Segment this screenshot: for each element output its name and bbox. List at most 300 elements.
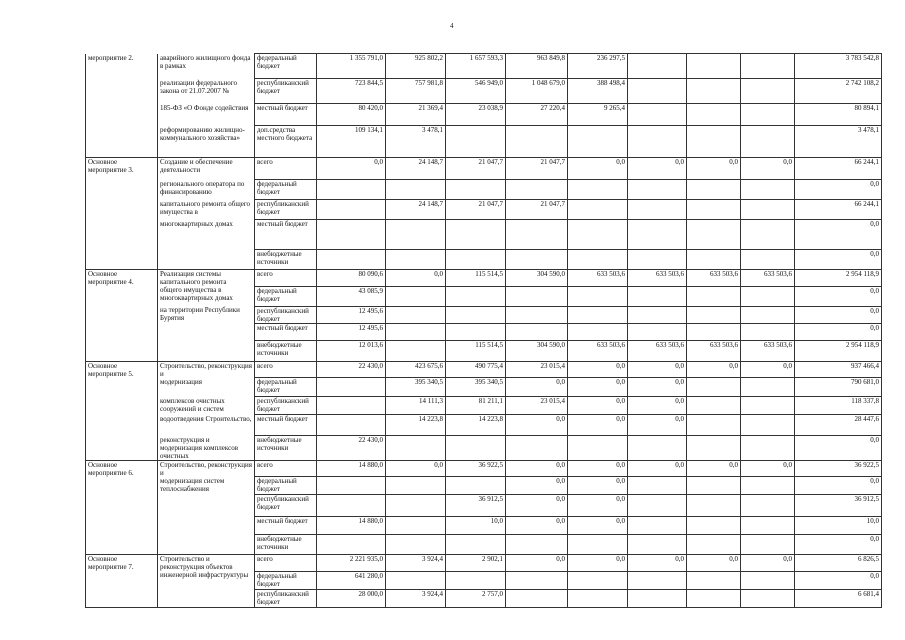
amount-cell: 2 742 108,2 (795, 79, 882, 104)
amount-cell: 0,0 (506, 555, 568, 572)
table-row (86, 323, 882, 340)
amount-cell: 0,0 (568, 555, 628, 572)
amount-cell (386, 436, 446, 461)
funding-source-cell: внебюджетные источники (255, 535, 317, 555)
amount-cell: 236 297,5 (568, 54, 628, 79)
amount-cell (687, 378, 741, 397)
amount-cell: 14 111,3 (386, 397, 446, 415)
event-name-cell (86, 495, 158, 517)
amount-cell (687, 306, 741, 323)
amount-cell (446, 126, 506, 158)
amount-cell (628, 589, 687, 607)
amount-cell (628, 477, 687, 495)
table-row (86, 589, 882, 607)
amount-cell: 0,0 (506, 517, 568, 535)
amount-cell (446, 180, 506, 200)
amount-cell (568, 589, 628, 607)
amount-cell (687, 323, 741, 340)
amount-cell: 963 849,8 (506, 54, 568, 79)
amount-cell (741, 535, 795, 555)
amount-cell (568, 126, 628, 158)
amount-cell: 115 514,5 (446, 270, 506, 287)
amount-cell (568, 200, 628, 220)
amount-cell: 14 880,0 (317, 460, 386, 477)
amount-cell (741, 306, 795, 323)
amount-cell (741, 250, 795, 270)
amount-cell: 21 047,7 (506, 158, 568, 180)
amount-cell (741, 126, 795, 158)
amount-cell: 23 038,9 (446, 104, 506, 126)
amount-cell (446, 571, 506, 589)
amount-cell (446, 220, 506, 250)
table-row (86, 104, 882, 126)
event-name-cell (86, 323, 158, 340)
amount-cell (741, 54, 795, 79)
amount-cell (317, 180, 386, 200)
amount-cell: 0,0 (317, 158, 386, 180)
funding-source-cell: республиканский бюджет (255, 306, 317, 323)
amount-cell: 14 223,8 (446, 415, 506, 436)
amount-cell (386, 180, 446, 200)
amount-cell: 395 340,5 (446, 378, 506, 397)
funding-source-cell: внебюджетные источники (255, 250, 317, 270)
amount-cell: 0,0 (506, 460, 568, 477)
amount-cell (741, 436, 795, 461)
table-row (86, 286, 882, 306)
amount-cell: 757 981,8 (386, 79, 446, 104)
amount-cell: 641 280,0 (317, 571, 386, 589)
amount-cell (386, 250, 446, 270)
amount-cell: 22 430,0 (317, 436, 386, 461)
amount-cell (506, 436, 568, 461)
amount-cell: 3 924,4 (386, 589, 446, 607)
amount-cell: 0,0 (568, 415, 628, 436)
amount-cell (687, 495, 741, 517)
funding-source-cell: федеральный бюджет (255, 180, 317, 200)
amount-cell (317, 220, 386, 250)
amount-cell: 2 954 118,9 (795, 270, 882, 287)
table-row (86, 535, 882, 555)
amount-cell (628, 220, 687, 250)
amount-cell (687, 54, 741, 79)
table-row (86, 378, 882, 397)
amount-cell: 66 244,1 (795, 158, 882, 180)
amount-cell: 14 223,8 (386, 415, 446, 436)
amount-cell: 36 922,5 (446, 460, 506, 477)
amount-cell: 80 420,0 (317, 104, 386, 126)
event-name-cell (86, 250, 158, 270)
event-description-cell: 185-ФЗ «О Фонде содействия (158, 104, 255, 126)
amount-cell (628, 436, 687, 461)
amount-cell: 0,0 (741, 158, 795, 180)
table-row (86, 158, 882, 180)
amount-cell: 0,0 (628, 555, 687, 572)
amount-cell (628, 517, 687, 535)
amount-cell (568, 220, 628, 250)
event-name-cell (86, 286, 158, 306)
amount-cell: 0,0 (506, 495, 568, 517)
event-description-cell: Строительство, реконструкция и (158, 460, 255, 477)
table-row (86, 517, 882, 535)
amount-cell (687, 286, 741, 306)
amount-cell: 6 826,5 (795, 555, 882, 572)
event-name-cell: мероприятие 2. (86, 54, 158, 79)
event-description-cell: комплексов очистных сооружений и систем (158, 397, 255, 415)
table-row (86, 126, 882, 158)
amount-cell (568, 306, 628, 323)
table-row (86, 250, 882, 270)
amount-cell (386, 323, 446, 340)
amount-cell: 633 503,6 (628, 340, 687, 361)
table-row (86, 180, 882, 200)
table-row (86, 571, 882, 589)
event-name-cell (86, 200, 158, 220)
amount-cell (386, 477, 446, 495)
table-row (86, 79, 882, 104)
amount-cell (741, 323, 795, 340)
amount-cell: 633 503,6 (687, 340, 741, 361)
amount-cell: 12 495,6 (317, 306, 386, 323)
amount-cell: 23 015,4 (506, 397, 568, 415)
amount-cell (628, 495, 687, 517)
amount-cell (687, 477, 741, 495)
table-row (86, 477, 882, 495)
amount-cell: 0,0 (795, 286, 882, 306)
funding-source-cell: республиканский бюджет (255, 589, 317, 607)
event-name-cell (86, 535, 158, 555)
amount-cell: 633 503,6 (741, 340, 795, 361)
funding-source-cell: всего (255, 361, 317, 378)
amount-cell: 937 466,4 (795, 361, 882, 378)
amount-cell (317, 397, 386, 415)
amount-cell: 633 503,6 (741, 270, 795, 287)
amount-cell (741, 477, 795, 495)
amount-cell: 12 013,6 (317, 340, 386, 361)
budget-table-body (86, 54, 882, 608)
amount-cell: 0,0 (795, 180, 882, 200)
table-row (86, 220, 882, 250)
amount-cell: 81 211,1 (446, 397, 506, 415)
amount-cell (506, 286, 568, 306)
funding-source-cell: местный бюджет (255, 415, 317, 436)
event-description-cell: модернизация систем теплоснабжения (158, 477, 255, 495)
amount-cell: 28 000,0 (317, 589, 386, 607)
amount-cell (317, 200, 386, 220)
amount-cell (386, 340, 446, 361)
amount-cell: 22 430,0 (317, 361, 386, 378)
event-description-cell (158, 517, 255, 535)
table-row (86, 361, 882, 378)
amount-cell: 633 503,6 (568, 270, 628, 287)
table-row (86, 54, 882, 79)
funding-source-cell: всего (255, 460, 317, 477)
funding-source-cell: местный бюджет (255, 220, 317, 250)
amount-cell (446, 535, 506, 555)
amount-cell (741, 180, 795, 200)
amount-cell (568, 180, 628, 200)
amount-cell: 36 922,5 (795, 460, 882, 477)
amount-cell (687, 517, 741, 535)
amount-cell: 3 783 542,8 (795, 54, 882, 79)
budget-table (85, 53, 882, 608)
amount-cell: 9 265,4 (568, 104, 628, 126)
amount-cell (446, 306, 506, 323)
table-row (86, 555, 882, 572)
funding-source-cell: всего (255, 270, 317, 287)
amount-cell: 21 369,4 (386, 104, 446, 126)
amount-cell (506, 535, 568, 555)
table-row (86, 460, 882, 477)
amount-cell: 36 912,5 (795, 495, 882, 517)
event-description-cell: регионального оператора по финансированию (158, 180, 255, 200)
amount-cell: 0,0 (568, 397, 628, 415)
amount-cell: 0,0 (628, 460, 687, 477)
amount-cell (628, 286, 687, 306)
event-name-cell: Основное мероприятие 6. (86, 460, 158, 477)
amount-cell (628, 200, 687, 220)
amount-cell (687, 436, 741, 461)
amount-cell: 633 503,6 (568, 340, 628, 361)
amount-cell (506, 323, 568, 340)
amount-cell (568, 436, 628, 461)
table-row (86, 200, 882, 220)
amount-cell (506, 126, 568, 158)
amount-cell: 66 244,1 (795, 200, 882, 220)
event-name-cell: Основное мероприятие 7. (86, 555, 158, 572)
funding-source-cell: федеральный бюджет (255, 378, 317, 397)
funding-source-cell: всего (255, 555, 317, 572)
funding-source-cell: федеральный бюджет (255, 286, 317, 306)
amount-cell: 388 498,4 (568, 79, 628, 104)
amount-cell (506, 306, 568, 323)
table-row (86, 495, 882, 517)
amount-cell: 36 912,5 (446, 495, 506, 517)
amount-cell: 925 802,2 (386, 54, 446, 79)
amount-cell (446, 323, 506, 340)
funding-source-cell: внебюджетные источники (255, 436, 317, 461)
table-row (86, 415, 882, 436)
event-name-cell (86, 126, 158, 158)
amount-cell: 0,0 (687, 158, 741, 180)
amount-cell: 12 495,6 (317, 323, 386, 340)
amount-cell: 304 590,0 (506, 340, 568, 361)
amount-cell (317, 415, 386, 436)
amount-cell: 3 478,1 (795, 126, 882, 158)
event-description-cell: реформированию жилищно-коммунального хозяйства» (158, 126, 255, 158)
amount-cell: 80 894,1 (795, 104, 882, 126)
amount-cell (317, 495, 386, 517)
amount-cell (687, 104, 741, 126)
amount-cell: 723 844,5 (317, 79, 386, 104)
amount-cell: 0,0 (506, 378, 568, 397)
amount-cell: 0,0 (795, 220, 882, 250)
amount-cell (687, 200, 741, 220)
amount-cell (687, 571, 741, 589)
event-name-cell (86, 104, 158, 126)
amount-cell: 0,0 (687, 460, 741, 477)
event-description-cell: общего имущества в многоквартирных домах (158, 286, 255, 306)
amount-cell (741, 79, 795, 104)
amount-cell (628, 571, 687, 589)
event-description-cell (158, 495, 255, 517)
amount-cell: 0,0 (795, 436, 882, 461)
amount-cell (628, 104, 687, 126)
amount-cell: 0,0 (741, 460, 795, 477)
amount-cell (446, 477, 506, 495)
event-description-cell: Строительство и реконструкция объектов (158, 555, 255, 572)
amount-cell: 21 047,7 (446, 200, 506, 220)
amount-cell: 3 478,1 (386, 126, 446, 158)
amount-cell (741, 286, 795, 306)
funding-source-cell: республиканский бюджет (255, 200, 317, 220)
amount-cell: 490 775,4 (446, 361, 506, 378)
amount-cell: 2 757,0 (446, 589, 506, 607)
amount-cell (386, 306, 446, 323)
amount-cell: 2 902,1 (446, 555, 506, 572)
amount-cell (506, 589, 568, 607)
amount-cell (446, 436, 506, 461)
amount-cell (568, 571, 628, 589)
amount-cell (506, 250, 568, 270)
amount-cell: 395 340,5 (386, 378, 446, 397)
amount-cell: 109 134,1 (317, 126, 386, 158)
amount-cell: 0,0 (568, 460, 628, 477)
funding-source-cell: местный бюджет (255, 323, 317, 340)
amount-cell: 0,0 (568, 517, 628, 535)
amount-cell (741, 220, 795, 250)
amount-cell: 43 085,9 (317, 286, 386, 306)
amount-cell (386, 495, 446, 517)
amount-cell: 1 657 593,3 (446, 54, 506, 79)
amount-cell (741, 104, 795, 126)
funding-source-cell: местный бюджет (255, 104, 317, 126)
amount-cell (628, 126, 687, 158)
amount-cell: 23 015,4 (506, 361, 568, 378)
event-description-cell: Строительство, реконструкция и (158, 361, 255, 378)
amount-cell (506, 180, 568, 200)
amount-cell: 80 090,6 (317, 270, 386, 287)
event-name-cell: Основное мероприятие 4. (86, 270, 158, 287)
amount-cell: 118 337,8 (795, 397, 882, 415)
amount-cell (687, 180, 741, 200)
event-name-cell: Основное мероприятие 5. (86, 361, 158, 378)
amount-cell (386, 535, 446, 555)
amount-cell: 0,0 (628, 397, 687, 415)
amount-cell: 10,0 (446, 517, 506, 535)
funding-source-cell: республиканский бюджет (255, 495, 317, 517)
event-name-cell: Основное мероприятие 3. (86, 158, 158, 180)
amount-cell (386, 571, 446, 589)
amount-cell (386, 517, 446, 535)
amount-cell (568, 250, 628, 270)
event-description-cell: водоотведения Строительство, (158, 415, 255, 436)
event-name-cell (86, 340, 158, 361)
amount-cell: 0,0 (568, 361, 628, 378)
amount-cell: 304 590,0 (506, 270, 568, 287)
amount-cell: 14 880,0 (317, 517, 386, 535)
amount-cell (628, 180, 687, 200)
amount-cell (687, 250, 741, 270)
amount-cell (628, 306, 687, 323)
amount-cell: 0,0 (687, 361, 741, 378)
amount-cell: 2 221 935,0 (317, 555, 386, 572)
amount-cell: 1 355 791,0 (317, 54, 386, 79)
table-row (86, 436, 882, 461)
event-description-cell: капитального ремонта общего имущества в (158, 200, 255, 220)
funding-source-cell: федеральный бюджет (255, 571, 317, 589)
event-description-cell: реализации федерального закона от 21.07.2007 № (158, 79, 255, 104)
funding-source-cell: республиканский бюджет (255, 79, 317, 104)
amount-cell (568, 535, 628, 555)
amount-cell: 0,0 (628, 158, 687, 180)
amount-cell: 0,0 (506, 415, 568, 436)
event-description-cell (158, 535, 255, 555)
event-name-cell (86, 220, 158, 250)
amount-cell (741, 415, 795, 436)
funding-source-cell: местный бюджет (255, 517, 317, 535)
amount-cell (687, 79, 741, 104)
amount-cell: 0,0 (386, 270, 446, 287)
amount-cell (687, 535, 741, 555)
event-description-cell: реконструкция и модернизация комплексов очистных (158, 436, 255, 461)
table-row (86, 340, 882, 361)
amount-cell: 633 503,6 (687, 270, 741, 287)
amount-cell: 0,0 (795, 535, 882, 555)
amount-cell: 21 047,7 (506, 200, 568, 220)
amount-cell: 0,0 (628, 415, 687, 436)
event-name-cell (86, 180, 158, 200)
page-number: 4 (450, 22, 454, 30)
event-name-cell (86, 589, 158, 607)
amount-cell (687, 589, 741, 607)
amount-cell (741, 495, 795, 517)
amount-cell (628, 250, 687, 270)
amount-cell (741, 200, 795, 220)
amount-cell (446, 250, 506, 270)
amount-cell (506, 220, 568, 250)
event-name-cell (86, 517, 158, 535)
amount-cell: 790 681,0 (795, 378, 882, 397)
event-name-cell (86, 397, 158, 415)
amount-cell: 28 447,6 (795, 415, 882, 436)
event-description-cell: инженерной инфраструктуры (158, 571, 255, 589)
amount-cell (687, 126, 741, 158)
amount-cell: 0,0 (795, 306, 882, 323)
amount-cell (317, 378, 386, 397)
amount-cell (628, 54, 687, 79)
amount-cell: 0,0 (568, 378, 628, 397)
amount-cell (628, 323, 687, 340)
table-row (86, 306, 882, 323)
event-name-cell (86, 415, 158, 436)
amount-cell (628, 535, 687, 555)
amount-cell (317, 250, 386, 270)
amount-cell (568, 286, 628, 306)
amount-cell: 3 924,4 (386, 555, 446, 572)
amount-cell: 6 681,4 (795, 589, 882, 607)
event-description-cell: Создание и обеспечение деятельности (158, 158, 255, 180)
amount-cell: 0,0 (795, 477, 882, 495)
amount-cell: 24 148,7 (386, 158, 446, 180)
amount-cell: 0,0 (568, 495, 628, 517)
event-description-cell: аварийного жилищного фонда в рамках (158, 54, 255, 79)
amount-cell: 2 954 118,9 (795, 340, 882, 361)
amount-cell (317, 477, 386, 495)
event-name-cell (86, 306, 158, 323)
amount-cell: 0,0 (568, 158, 628, 180)
amount-cell (386, 286, 446, 306)
amount-cell (317, 535, 386, 555)
